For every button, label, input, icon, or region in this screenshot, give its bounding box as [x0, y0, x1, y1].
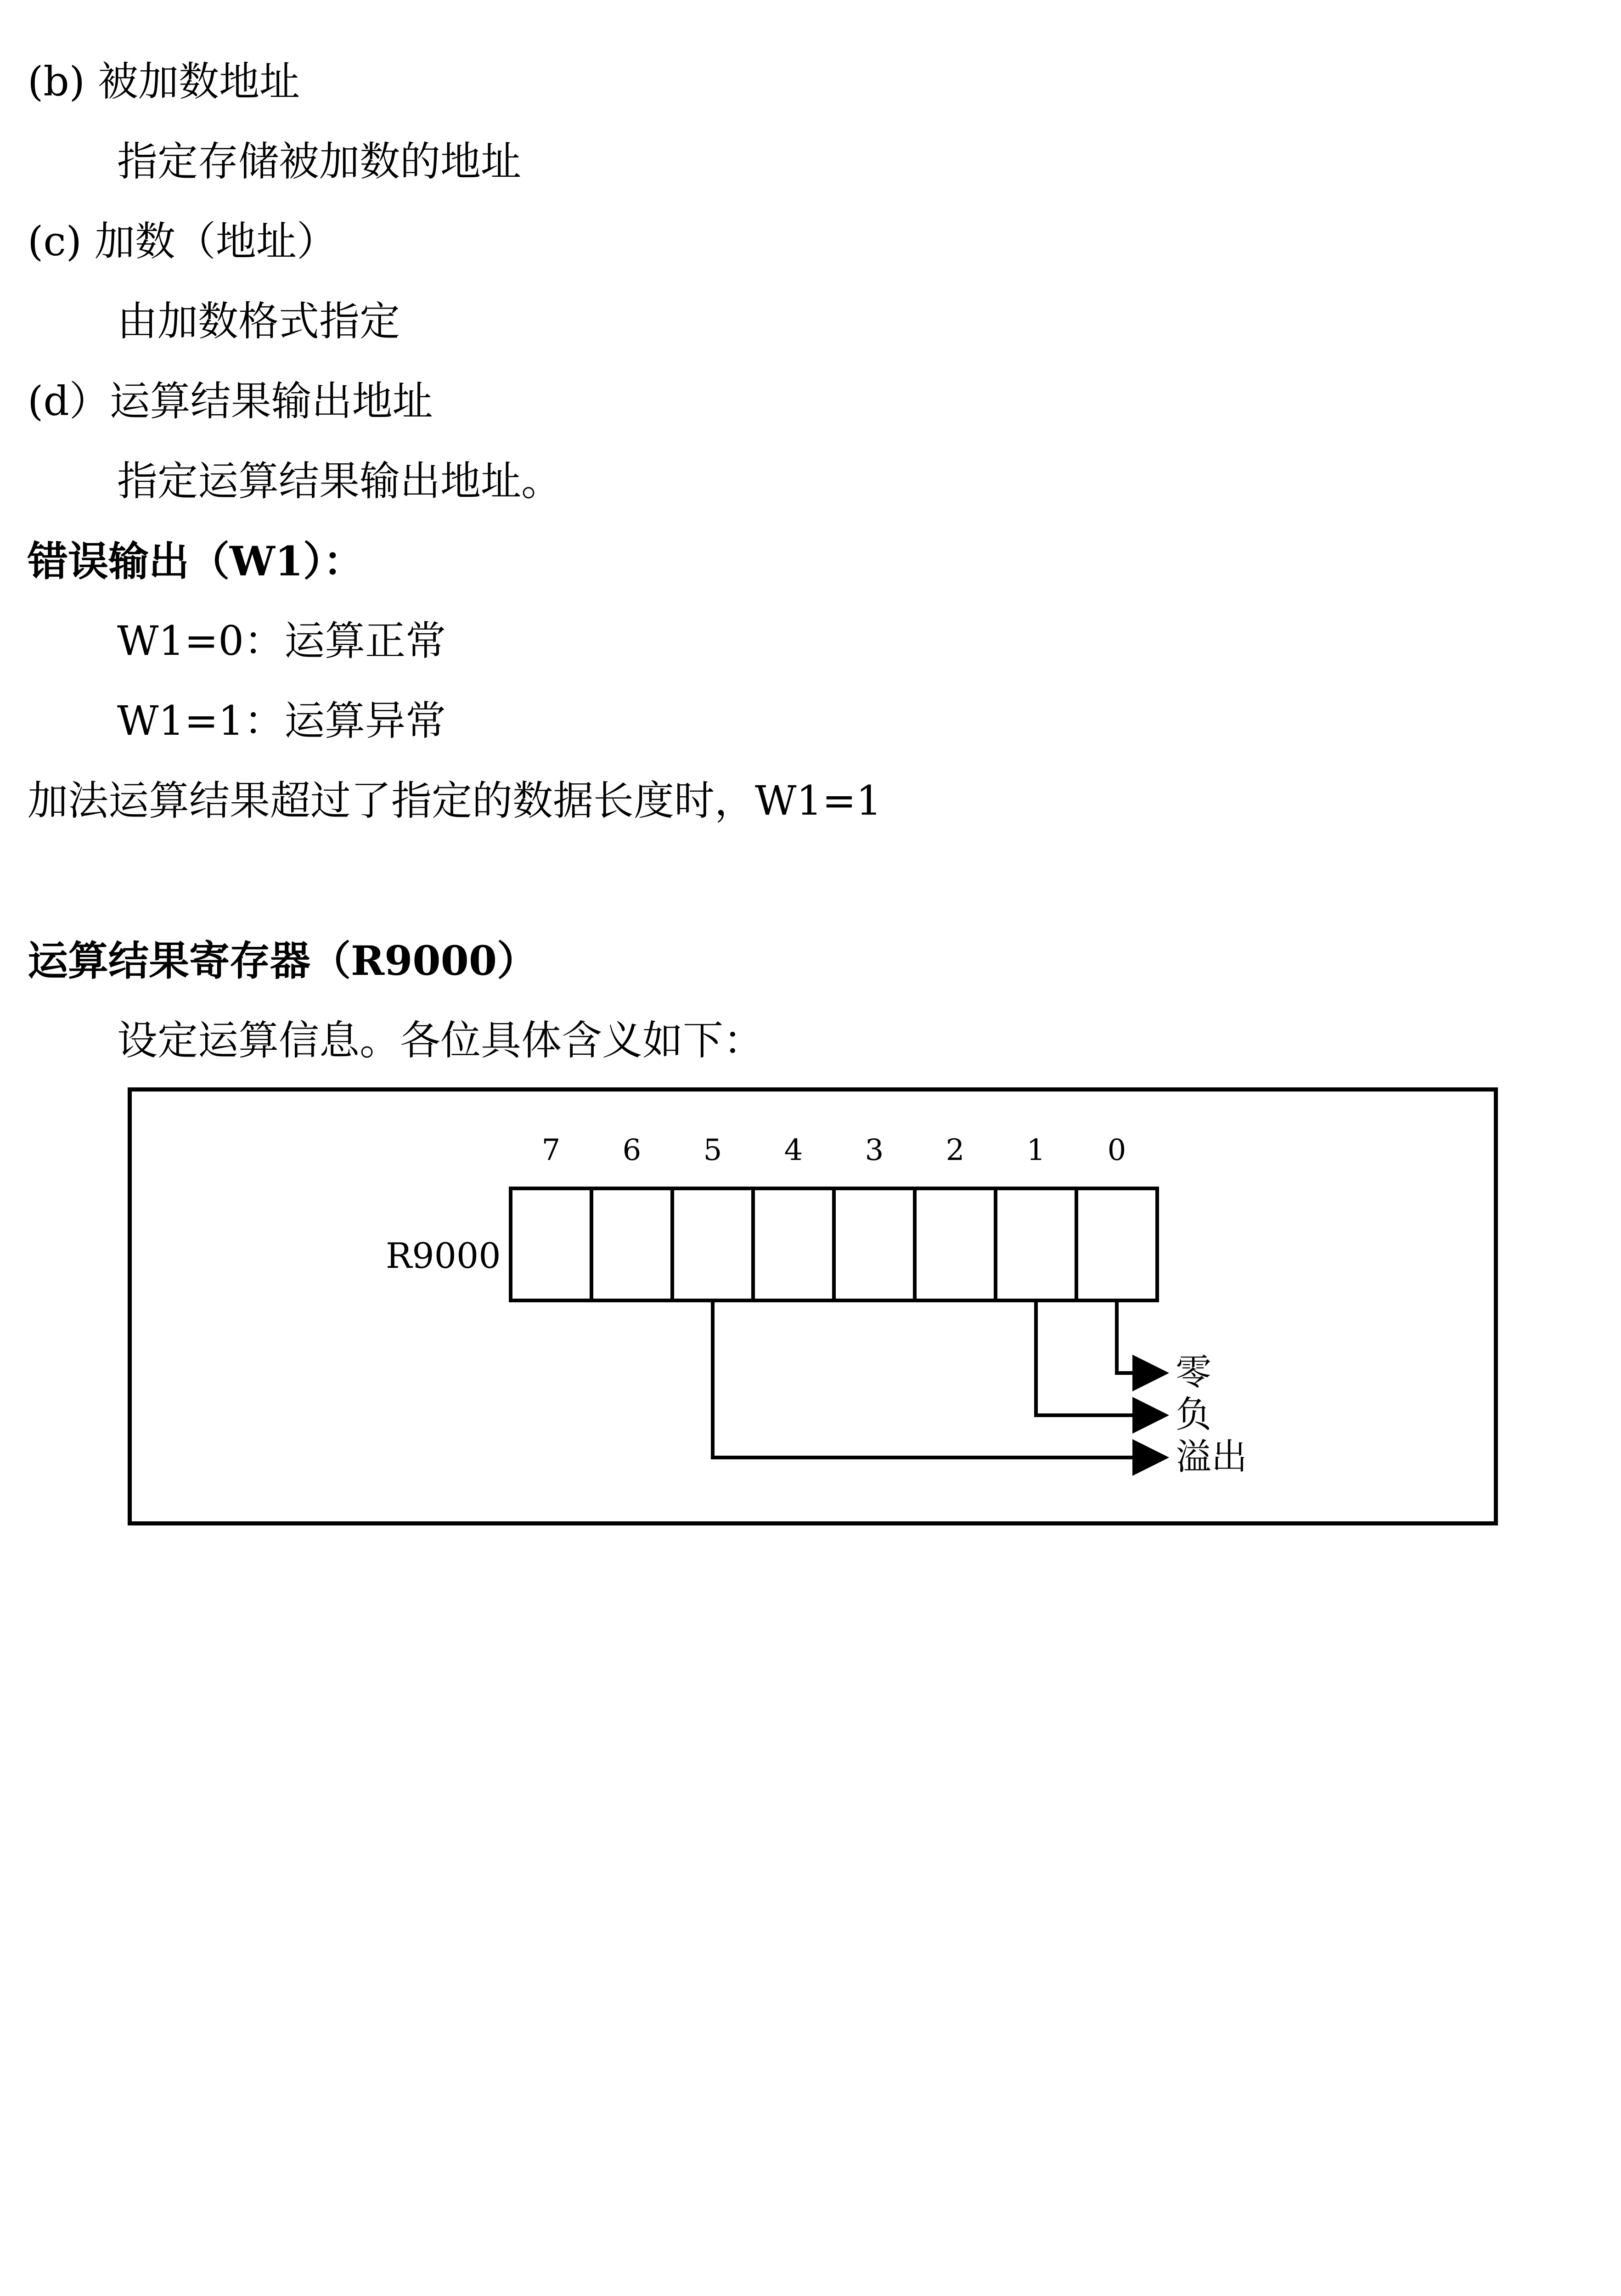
bit-label-6: 6 [622, 1133, 642, 1167]
bit-label-2: 2 [946, 1133, 965, 1167]
error-output-heading: 错误输出（W1）： [28, 537, 364, 585]
bit-label-5: 5 [703, 1133, 722, 1167]
item-b-heading: (b) 被加数地址 [28, 58, 300, 105]
overflow-arrow [713, 1300, 1165, 1458]
register-name-label: R9000 [386, 1235, 501, 1276]
register-description: 设定运算信息。各位具体含义如下： [117, 1017, 764, 1064]
w1-error-text: W1=1：运算异常 [117, 697, 446, 744]
output-zero-label: 零 [1176, 1352, 1212, 1393]
output-overflow-label: 溢出 [1176, 1436, 1248, 1478]
register-bit-box-5 [672, 1188, 753, 1300]
register-bit-box-6 [591, 1188, 672, 1300]
w1-normal-text: W1=0：运算正常 [117, 617, 446, 664]
bit-label-7: 7 [541, 1133, 561, 1167]
register-heading: 运算结果寄存器（R9000） [28, 937, 538, 985]
overflow-note: 加法运算结果超过了指定的数据长度时，W1=1 [28, 777, 882, 824]
register-bit-box-2 [915, 1188, 996, 1300]
item-c-description: 由加数格式指定 [117, 298, 400, 345]
item-d-heading: (d）运算结果输出地址 [28, 377, 433, 425]
item-c-heading: (c) 加数（地址） [28, 218, 337, 265]
bit-label-0: 0 [1107, 1133, 1126, 1167]
register-bit-box-1 [996, 1188, 1076, 1300]
bit-label-1: 1 [1026, 1133, 1046, 1167]
item-b-description: 指定存储被加数的地址 [117, 138, 522, 185]
register-bit-box-0 [1076, 1188, 1157, 1300]
bit-label-4: 4 [784, 1133, 803, 1167]
negative-arrow [1036, 1300, 1165, 1415]
register-bit-box-3 [834, 1188, 915, 1300]
zero-arrow [1117, 1300, 1165, 1373]
output-negative-label: 负 [1176, 1394, 1212, 1435]
register-bit-box-4 [753, 1188, 834, 1300]
register-bit-box-7 [511, 1188, 591, 1300]
bit-label-3: 3 [865, 1133, 884, 1167]
item-d-description: 指定运算结果输出地址。 [117, 457, 562, 505]
